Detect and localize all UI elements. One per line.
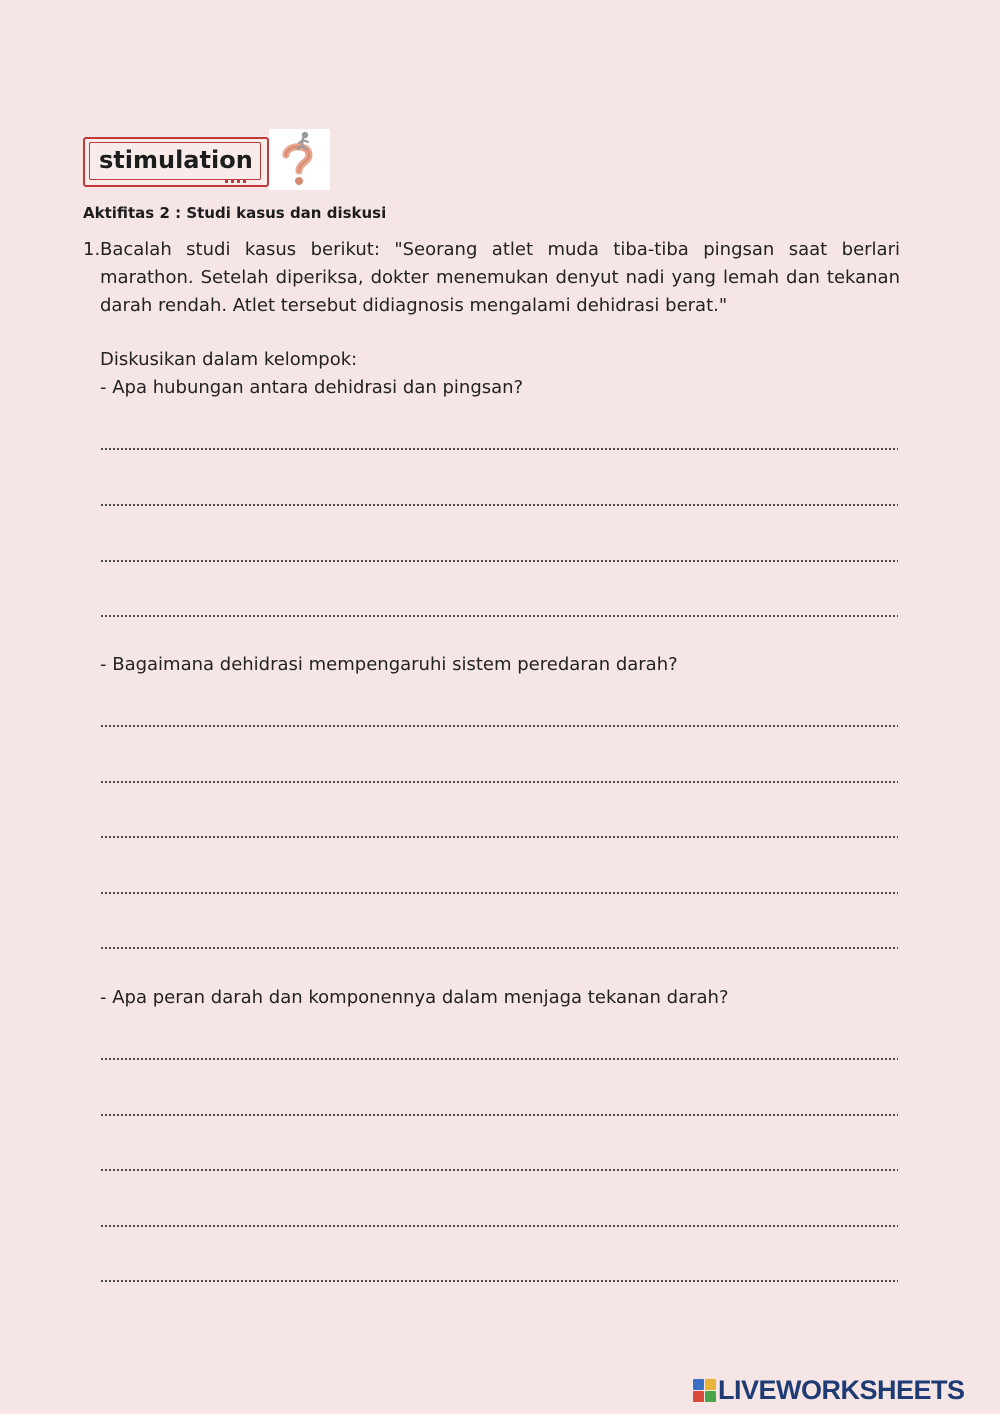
answer-line-q2-3[interactable] bbox=[100, 835, 898, 839]
answer-line-q1-3[interactable] bbox=[100, 559, 898, 563]
badge-dash-decoration bbox=[225, 180, 247, 183]
answer-line-q3-1[interactable] bbox=[100, 1057, 898, 1061]
answer-line-q3-5[interactable] bbox=[100, 1279, 898, 1283]
answer-line-q2-4[interactable] bbox=[100, 891, 898, 895]
question-3: - Apa peran darah dan komponennya dalam menjaga tekanan darah? bbox=[100, 987, 729, 1008]
answer-line-q3-4[interactable] bbox=[100, 1224, 898, 1228]
answer-line-q2-5[interactable] bbox=[100, 946, 898, 950]
question-mark-figure-icon bbox=[269, 129, 330, 190]
answer-line-q3-3[interactable] bbox=[100, 1168, 898, 1172]
question-1: - Apa hubungan antara dehidrasi dan pingsan? bbox=[100, 377, 524, 398]
answer-line-q1-1[interactable] bbox=[100, 447, 898, 451]
item-number: 1. bbox=[83, 239, 101, 260]
case-study-text: Bacalah studi kasus berikut: "Seorang atlet muda tiba-tiba pingsan saat berlari marathon. Setelah diperiksa, dokter menemukan denyut nadi yang lemah dan tekanan darah rendah. Atlet tersebut didiagnosis mengalami dehidrasi berat." bbox=[100, 239, 900, 316]
activity-title: Aktifitas 2 : Studi kasus dan diskusi bbox=[83, 204, 387, 222]
question-2: - Bagaimana dehidrasi mempengaruhi sistem peredaran darah? bbox=[100, 654, 678, 675]
badge-label: stimulation bbox=[99, 146, 253, 174]
answer-line-q1-2[interactable] bbox=[100, 503, 898, 507]
case-study-item bbox=[83, 236, 900, 320]
answer-line-q1-4[interactable] bbox=[100, 614, 898, 618]
answer-line-q2-1[interactable] bbox=[100, 724, 898, 728]
discussion-label: Diskusikan dalam kelompok: bbox=[100, 349, 358, 370]
liveworksheets-logo bbox=[693, 1374, 965, 1406]
brand-name: LIVEWORKSHEETS bbox=[718, 1374, 965, 1405]
answer-line-q3-2[interactable] bbox=[100, 1113, 898, 1117]
section-badge bbox=[83, 137, 267, 185]
logo-squares-icon bbox=[693, 1379, 715, 1401]
answer-line-q2-2[interactable] bbox=[100, 780, 898, 784]
